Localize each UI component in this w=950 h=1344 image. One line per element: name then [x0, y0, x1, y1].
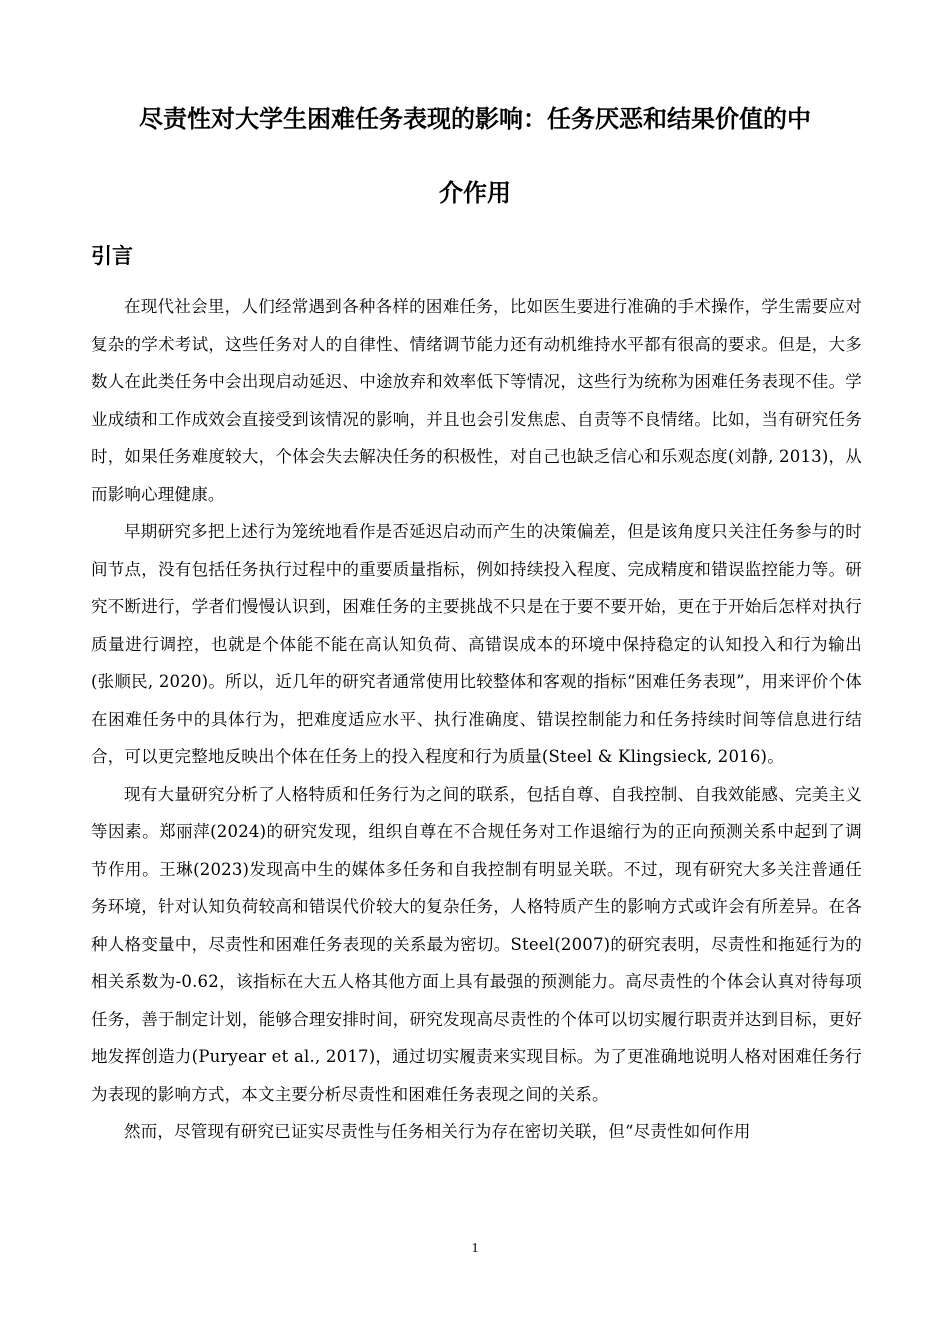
page-number: 1 — [471, 1241, 479, 1256]
paragraph-4: 然而，尽管现有研究已证实尽责性与任务相关行为存在密切关联，但“尽责性如何作用 — [124, 1122, 751, 1141]
paper-title-line-2: 介作用 — [439, 179, 511, 207]
paragraph-3: 现有大量研究分析了人格特质和任务行为之间的联系，包括自尊、自我控制、自我效能感、完美主义等因素。郑丽萍(2024)的研究发现，组织自尊在不合规任务对工作退缩行为的正向预测关系中起到了调节作用。王琳(2023)发现高中生的媒体多任务和自我控制有明显关联。不过，现有研究大多关注普通任务环境，针对认知负荷较高和错误代价较大的复杂任务，人格特质产生的影响方式或许会有所差异。在各种人格变量中，尽责性和困难任务表现的关系最为密切。Steel(2007)的研究表明，尽责性和拖延行为的相关系数为-0.62，该指标在大五人格其他方面上具有最强的预测能力。高尽责性的个体会认真对待每项任务，善于制定计划，能够合理安排时间，研究发现高尽责性的个体可以切实履行职责并达到目标，更好地发挥创造力(Puryear et al., 2017)，通过切实履责来实现目标。为了更准确地说明人格对困难任务行为表现的影响方式，本文主要分析尽责性和困难任务表现之间的关系。 — [91, 784, 862, 1104]
paragraph-1: 在现代社会里，人们经常遇到各种各样的困难任务，比如医生要进行准确的手术操作，学生需要应对复杂的学术考试，这些任务对人的自律性、情绪调节能力还有动机维持水平都有很高的要求。但是，大多数人在此类任务中会出现启动延迟、中途放弃和效率低下等情况，这些行为统称为困难任务表现不佳。学业成绩和工作成效会直接受到该情况的影响，并且也会引发焦虑、自责等不良情绪。比如，当有研究任务时，如果任务难度较大，个体会失去解决任务的积极性，对自己也缺乏信心和乐观态度(刘静, 2013)，从而影响心理健康。 — [91, 297, 862, 504]
paper-title-line-1: 尽责性对大学生困难任务表现的影响：任务厌恶和结果价值的中 — [139, 105, 811, 133]
paragraph-2: 早期研究多把上述行为笼统地看作是否延迟启动而产生的决策偏差，但是该角度只关注任务参与的时间节点，没有包括任务执行过程中的重要质量指标，例如持续投入程度、完成精度和错误监控能力等。研究不断进行，学者们慢慢认识到，困难任务的主要挑战不只是在于要不要开始，更在于开始后怎样对执行质量进行调控，也就是个体能不能在高认知负荷、高错误成本的环境中保持稳定的认知投入和行为输出(张顺民, 2020)。所以，近几年的研究者通常使用比较整体和客观的指标“困难任务表现”，用来评价个体在困难任务中的具体行为，把难度适应水平、执行准确度、错误控制能力和任务持续时间等信息进行结合，可以更完整地反映出个体在任务上的投入程度和行为质量(Steel & Klingsieck, 2016)。 — [91, 522, 862, 766]
section-heading-introduction: 引言 — [91, 244, 133, 268]
body-text — [91, 288, 862, 1151]
